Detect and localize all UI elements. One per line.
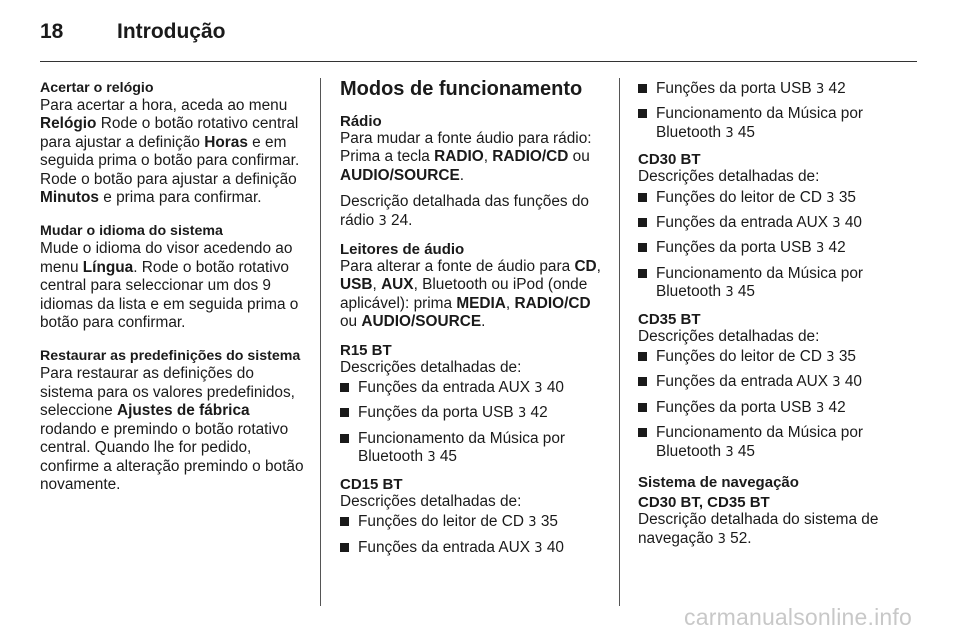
section-navigation: [638, 474, 908, 549]
bullet-list: [638, 348, 908, 462]
section-audio-players: [340, 241, 608, 332]
column-middle: [340, 80, 608, 566]
list-item: Funções da entrada AUX 3 40: [638, 214, 908, 233]
bullet-icon: [638, 269, 647, 278]
section-title: Modos de funcionamento: [340, 78, 583, 100]
section-r15bt: [340, 342, 608, 468]
column-left: [40, 80, 308, 510]
column-right: [638, 80, 908, 549]
section-language: [40, 223, 308, 332]
list-item: Funções do leitor de CD 3 35: [638, 189, 908, 208]
bullet-icon: [638, 377, 647, 386]
bullet-icon: [638, 218, 647, 227]
bullet-icon: [340, 434, 349, 443]
section-heading: Rádio: [340, 113, 382, 130]
page-ref-icon: 3: [717, 531, 726, 547]
bullet-list: [638, 189, 908, 303]
list-item: Funções da porta USB 3 42: [638, 399, 908, 418]
section-intro: Descrições detalhadas de:: [340, 358, 522, 376]
page-ref-icon: 3: [378, 213, 387, 229]
section-set-clock: [40, 80, 308, 207]
list-item: Funções da entrada AUX 3 40: [340, 379, 608, 398]
section-body: Descrição detalhada das funções do rádio 3 24.: [340, 193, 589, 229]
page-ref-icon: 3: [826, 190, 835, 206]
section-body: Para restaurar as definições do sistema para os valores predefinidos, seleccione Ajustes de fábrica rodando e premindo o botão rotativo central. Quando lhe for pedido, confirme a alteração premindo o botão novamente.: [40, 365, 304, 493]
section-intro: Descrições detalhadas de:: [340, 492, 522, 510]
bullet-icon: [638, 403, 647, 412]
page-ref-icon: 3: [815, 400, 825, 416]
list-item: Funções da porta USB 3 42: [340, 404, 608, 423]
list-item: Funções da entrada AUX 3 40: [340, 539, 608, 558]
section-body: Descrição detalhada do sistema de navegação 3 52.: [638, 511, 879, 547]
bullet-icon: [340, 408, 349, 417]
page-ref-icon: 3: [725, 125, 734, 141]
page-ref-icon: 3: [832, 216, 841, 232]
page-ref-icon: 3: [826, 350, 835, 366]
page-ref-icon: 3: [815, 82, 825, 97]
bullet-icon: [638, 109, 647, 118]
bullet-icon: [638, 84, 647, 93]
list-item: Funcionamento da Música por Bluetooth 3 45: [638, 265, 908, 303]
page-title: Introdução: [117, 20, 226, 43]
list-item: Funcionamento da Música por Bluetooth 3 45: [340, 430, 608, 468]
bullet-icon: [638, 428, 647, 437]
page-ref-icon: 3: [725, 285, 734, 301]
section-intro: Descrições detalhadas de:: [638, 327, 820, 345]
section-cd35bt: [638, 311, 908, 462]
list-item: Funções da porta USB 3 42: [638, 239, 908, 258]
list-item: Funções do leitor de CD 3 35: [638, 348, 908, 367]
section-heading: Leitores de áudio: [340, 241, 465, 259]
page-ref-icon: 3: [725, 444, 734, 460]
section-intro: Descrições detalhadas de:: [638, 168, 820, 186]
bullet-icon: [340, 543, 349, 552]
section-body: Mude o idioma do visor acedendo ao menu Língua. Rode o botão rotativo central para seleccionar um dos 9 idiomas da lista e em seguida prima o botão para confirmar.: [40, 240, 299, 332]
bullet-list: [638, 80, 908, 143]
bullet-icon: [638, 193, 647, 202]
section-heading: CD35 BT: [638, 310, 701, 328]
section-subheading: CD30 BT, CD35 BT: [638, 494, 770, 512]
page-ref-icon: 3: [832, 375, 841, 391]
page-ref-icon: 3: [528, 515, 537, 531]
page-number: 18: [40, 20, 64, 43]
section-body: Para acertar a hora, aceda ao menu Relógio Rode o botão rotativo central para ajustar a definição Horas e em seguida prima o botão para confirmar. Rode o botão para ajustar a definição Minutos e prima para confirmar.: [40, 97, 300, 207]
list-item: Funções da porta USB 3 42: [638, 80, 908, 99]
section-body: Para alterar a fonte de áudio para CD, USB, AUX, Bluetooth ou iPod (onde aplicável): prima MEDIA, RADIO/CD ou AUDIO/SOURCE.: [340, 258, 601, 331]
section-heading: Acertar o relógio: [40, 80, 154, 96]
list-item: Funcionamento da Música por Bluetooth 3 45: [638, 105, 908, 143]
page-ref-icon: 3: [534, 540, 543, 556]
bullet-icon: [340, 517, 349, 526]
section-body: Para mudar a fonte áudio para rádio: Prima a tecla RADIO, RADIO/CD ou AUDIO/SOURCE.: [340, 130, 592, 184]
page-ref-icon: 3: [534, 381, 543, 397]
page-ref-icon: 3: [815, 241, 825, 257]
column-divider: [619, 78, 620, 606]
section-cd15bt: [340, 476, 608, 558]
section-heading: R15 BT: [340, 341, 392, 359]
list-item: Funcionamento da Música por Bluetooth 3 45: [638, 424, 908, 462]
column-divider: [320, 78, 321, 606]
section-heading: Sistema de navegação: [638, 474, 799, 492]
bullet-icon: [638, 352, 647, 361]
section-heading: CD15 BT: [340, 475, 403, 493]
section-heading: CD30 BT: [638, 151, 701, 169]
page-ref-icon: 3: [427, 450, 436, 466]
section-cd30bt: [638, 151, 908, 302]
bullet-icon: [638, 243, 647, 252]
section-restore-defaults: [40, 348, 308, 494]
bullet-list: [340, 379, 608, 468]
section-radio: [340, 113, 608, 231]
section-heading: Mudar o idioma do sistema: [40, 223, 223, 240]
section-heading: Restaurar as predefinições do sistema: [40, 348, 301, 365]
bullet-icon: [340, 383, 349, 392]
page-ref-icon: 3: [517, 406, 527, 422]
bullet-list: [340, 513, 608, 558]
list-item: Funções da entrada AUX 3 40: [638, 373, 908, 392]
list-item: Funções do leitor de CD 3 35: [340, 513, 608, 532]
watermark: carmanualsonline.info: [684, 604, 912, 630]
header-rule: [40, 61, 917, 62]
